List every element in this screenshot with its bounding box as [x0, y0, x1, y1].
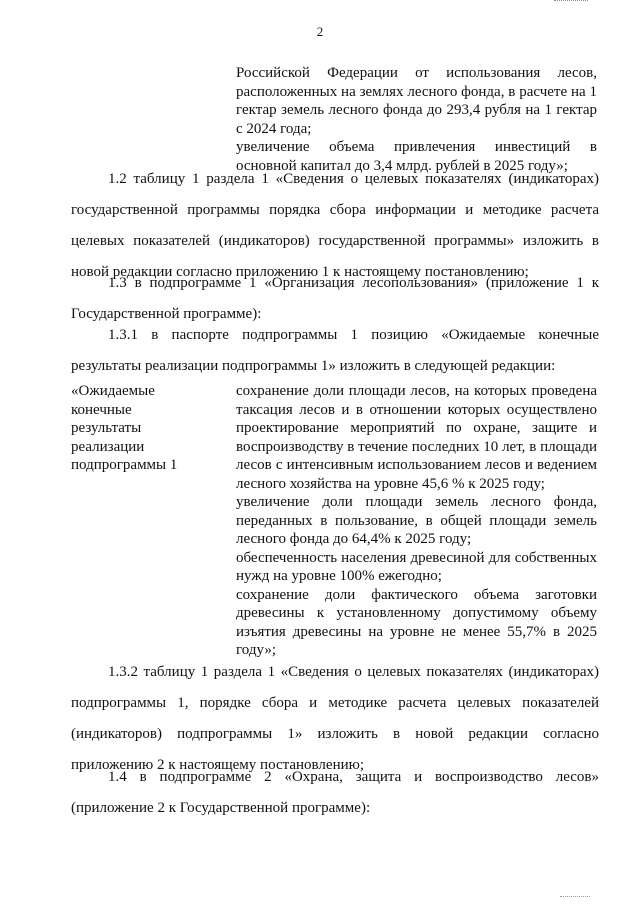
position-label-line: подпрограммы 1: [71, 457, 178, 473]
scan-mark: [560, 896, 590, 899]
continued-item: увеличение объема привлечения инвестиций в основной капитал до 3,4 млрд. рублей в 2025 году»;: [236, 139, 597, 174]
position-label-line: реализации: [71, 438, 145, 455]
page-number: 2: [316, 24, 324, 39]
paragraph-1-3-1: 1.3.1 в паспорте подпрограммы 1 позицию «Ожидаемые конечные результаты реализации подпрограммы 1» изложить в следующей редакции:: [71, 327, 599, 374]
position-item: сохранение доли фактического объема заготовки древесины к установленному допустимому объему изъятия древесины на уровне не менее 55,7% в 2025 году»;: [236, 586, 597, 658]
paragraph-1-3-2: 1.3.2 таблицу 1 раздела 1 «Сведения о целевых показателях (индикаторах) подпрограммы 1, порядке сбора и методике расчета целевых показателей (индикаторов) подпрограммы 1» изложить в новой редакции согласно приложению 2 к настоящему постановлению;: [71, 664, 599, 773]
scan-mark: [554, 0, 588, 4]
continued-list: [236, 64, 597, 175]
position-item: обеспеченность населения древесиной для собственных нужд на уровне 100% ежегодно;: [236, 549, 597, 584]
position-label: [71, 382, 191, 475]
position-label-line: результаты: [71, 420, 142, 436]
position-values: [236, 382, 597, 660]
paragraph-1-2: 1.2 таблицу 1 раздела 1 «Сведения о целевых показателях (индикаторах) государственной программы порядка сбора информации и методике расчета целевых показателей (индикаторов) государственной программы» изложить в новой редакции согласно приложению 1 к настоящему постановлению;: [71, 171, 599, 280]
position-item: увеличение доли площади земель лесного фонда, переданных в пользование, в общей площади земель лесного фонда до 64,4% к 2025 году;: [236, 494, 597, 547]
paragraph-1-3: 1.3 в подпрограмме 1 «Организация лесопользования» (приложение 1 к Государственной программе):: [71, 275, 599, 322]
position-item: сохранение доли площади лесов, на которых проведена таксация лесов и в отношении которых осуществлено проектирование мероприятий по охране, защите и воспроизводству в течение последних 10 лет, в площади лесов с интенсивным использованием лесов и ведением лесного хозяйства на уровне 45,6 % к 2025 году;: [236, 383, 597, 492]
continued-item: Российской Федерации от использования лесов, расположенных на землях лесного фонда, в расчете на 1 гектар земель лесного фонда до 293,4 рубля на 1 гектар с 2024 года;: [236, 65, 597, 137]
paragraph-1-4: 1.4 в подпрограмме 2 «Охрана, защита и воспроизводство лесов» (приложение 2 к Государственной программе):: [71, 769, 599, 816]
position-label-line: «Ожидаемые: [71, 383, 155, 399]
position-label-line: конечные: [71, 401, 132, 418]
position-table: [71, 382, 599, 658]
